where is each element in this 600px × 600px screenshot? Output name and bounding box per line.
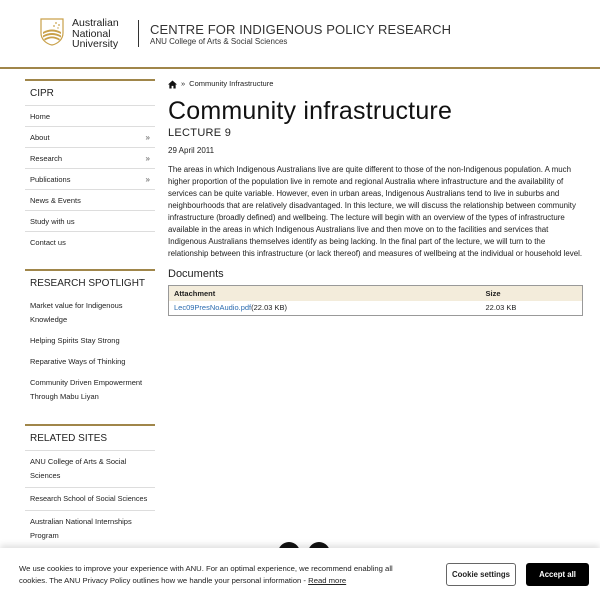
spotlight-link[interactable]: Community Driven Empowerment Through Mabu Liyan [30,378,143,401]
table-row [169,301,583,316]
related-site-link[interactable]: Research School of Social Sciences [25,488,155,511]
related-sites-title: RELATED SITES [25,426,155,451]
sidebar-item-study[interactable] [25,211,155,232]
wordmark-line: National [72,27,111,40]
sidebar-item-label: Home [30,112,51,121]
main-content [168,78,583,316]
table-header-row [169,286,583,302]
cookie-banner [0,548,600,600]
sidebar-item-label: Research [30,154,63,163]
documents-table [168,285,583,316]
related-sites [25,424,155,547]
spotlight-link[interactable]: Market value for Indigenous Knowledge [30,301,123,324]
research-spotlight-title: RESEARCH SPOTLIGHT [30,278,146,289]
sidebar-item-publications[interactable] [25,169,155,190]
cookie-message-text: We use cookies to improve your experience with ANU. For an optimal experience, we recommend enabling all cookies. The ANU Privacy Policy outlines how we handle your personal information - [19,564,393,585]
sidebar-item-label: About [30,133,50,142]
sidebar-item-label: Study with us [30,217,75,226]
sidebar-nav-title[interactable]: CIPR [25,81,155,106]
sidebar-item-label: Publications [30,175,71,184]
attachment-cell [169,301,481,316]
related-site-link[interactable]: Australian National Internships Program [30,517,132,540]
site-title[interactable]: CENTRE FOR INDIGENOUS POLICY RESEARCH [150,22,452,37]
lecture-label: LECTURE 9 [168,127,232,139]
lecture-description: The areas in which Indigenous Australians live are quite different to those of the non-Indigenous population. A much higher proportion of the population live in remote and regional Australia where infrastructure and the availability of services can be quite variable. However, even in urban areas, Indigenous Australians tend to live in suburbs and neighbourhoods that are relatively disadvantaged. In this lecture, we will discuss the relationship between community infrastructure (broadly defined) and wellbeing. The lecture will begin with an overview of the types of infrastructure available in the areas in which Indigenous Australians live and then move on to the facilities and services that Indigenous Australians themselves identify as being lacking. In the final part of the lecture, we will turn to the relationship between this infrastructure (or lack thereof) and measures of wellbeing at the individual or household level. [168,165,583,258]
sidebar-item-research[interactable] [25,148,155,169]
sidebar-item-label: Contact us [30,238,66,247]
wordmark-line: Australian [72,17,119,29]
documents-heading: Documents [168,268,224,280]
anu-wordmark[interactable] [72,18,119,50]
publish-date: 29 April 2011 [168,146,215,155]
sidebar-nav [25,79,155,253]
accept-all-button[interactable]: Accept all [526,563,589,586]
sidebar-item-home[interactable] [25,106,155,127]
spotlight-link[interactable]: Helping Spirits Stay Strong [30,336,120,345]
anu-crest-icon[interactable] [40,18,64,46]
site-subtitle[interactable]: ANU College of Arts & Social Sciences [150,37,288,46]
site-header [0,0,600,69]
chevron-right-icon[interactable]: » [145,154,150,163]
research-spotlight [25,269,155,408]
cookie-message [19,563,419,587]
breadcrumb [168,78,583,90]
sidebar-item-label: News & Events [30,196,81,205]
sidebar-item-contact[interactable] [25,232,155,253]
sidebar-item-about[interactable] [25,127,155,148]
read-more-link[interactable]: Read more [308,576,347,585]
breadcrumb-separator: » [181,79,186,88]
attachment-inline-size: (22.03 KB) [251,303,287,312]
spotlight-link[interactable]: Reparative Ways of Thinking [30,357,126,366]
cookie-settings-button[interactable]: Cookie settings [446,563,516,586]
page-title: Community infrastructure [168,97,453,125]
sidebar [25,79,155,563]
column-header-attachment: Attachment [169,286,481,302]
chevron-right-icon[interactable]: » [145,175,150,184]
sidebar-item-news-events[interactable] [25,190,155,211]
size-cell: 22.03 KB [485,303,517,312]
related-site-link[interactable]: ANU College of Arts & Social Sciences [25,451,155,488]
breadcrumb-current: Community Infrastructure [189,79,274,88]
chevron-right-icon[interactable]: » [145,133,150,142]
column-header-size: Size [481,286,583,302]
home-icon[interactable] [168,80,177,89]
header-divider [138,20,139,47]
wordmark-line: University [72,38,119,50]
attachment-link[interactable]: Lec09PresNoAudio.pdf [174,303,252,312]
